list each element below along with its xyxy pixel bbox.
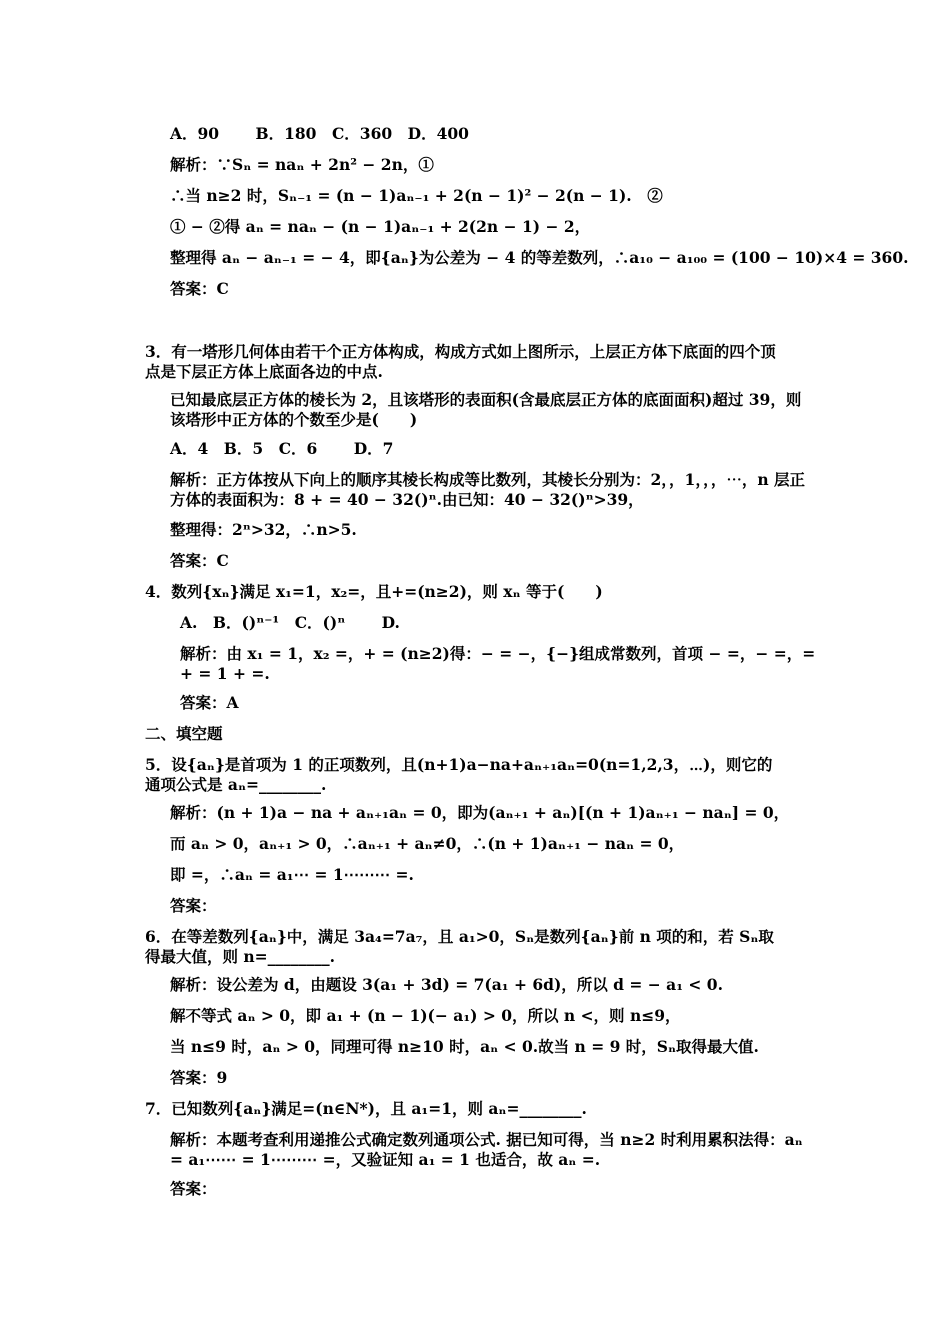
text-line: ① − ②得 aₙ = naₙ − (n − 1)aₙ₋₁ + 2(2n − 1) − 2， [170, 217, 591, 236]
text-line: 答案： [170, 1179, 217, 1198]
text-line: 6．在等差数列{aₙ}中，满足 3a₄=7a₇，且 a₁>0，Sₙ是数列{aₙ}前 n 项的和，若 Sₙ取得最大值，则 n=________. [145, 927, 774, 966]
text-line: 已知最底层正方体的棱长为 2，且该塔形的表面积(含最底层正方体的底面面积)超过 39，则该塔形中正方体的个数至少是( ) [170, 390, 802, 429]
text-line: 整理得：2ⁿ>32，∴n>5. [170, 520, 357, 539]
text-line: 4．数列{xₙ}满足 x₁=1，x₂=，且+=(n≥2)，则 xₙ 等于( ) [145, 582, 603, 601]
text-line: 解析：正方体按从下向上的顺序其棱长构成等比数列，其棱长分别为：2，，1，，，⋯，n 层正方体的表面积为：8 + = 40 − 32()ⁿ.由已知：40 − 32()ⁿ>39， [170, 470, 805, 509]
text-line: ∴当 n≥2 时，Sₙ₋₁ = (n − 1)aₙ₋₁ + 2(n − 1)² − 2(n − 1). ② [170, 186, 663, 205]
text-line: 解析：∵Sₙ = naₙ + 2n² − 2n，① [170, 155, 434, 174]
text-line: 答案：C [170, 551, 229, 570]
text-line: 答案：9 [170, 1068, 228, 1087]
text-line: 解不等式 aₙ > 0，即 a₁ + (n − 1)(− a₁) > 0，所以 n <，则 n≤9， [170, 1006, 681, 1025]
text-line: 解析：本题考查利用递推公式确定数列通项公式. 据已知可得，当 n≥2 时利用累积法得：aₙ = a₁⋯⋯ = 1⋯⋯⋯ =，又验证知 a₁ = 1 也适合，故 aₙ =. [170, 1130, 803, 1169]
text-line: 即 =，∴aₙ = a₁⋯ = 1⋯⋯⋯ =. [170, 865, 414, 884]
text-line: 3．有一塔形几何体由若干个正方体构成，构成方式如上图所示，上层正方体下底面的四个顶 点是下层正方体上底面各边的中点. [145, 342, 807, 381]
text-line: 解析：(n + 1)a − na + aₙ₊₁aₙ = 0，即为(aₙ₊₁ + aₙ)[(n + 1)aₙ₊₁ − naₙ] = 0， [170, 803, 790, 822]
text-line: 整理得 aₙ − aₙ₋₁ = − 4，即{aₙ}为公差为 − 4 的等差数列，∴a₁₀ − a₁₀₀ = (100 − 10)×4 = 360. [170, 248, 909, 267]
text-line: 解析：设公差为 d，由题设 3(a₁ + 3d) = 7(a₁ + 6d)，所以 d = − a₁ < 0. [170, 975, 723, 994]
text-line: 7．已知数列{aₙ}满足=(n∈N*)，且 a₁=1，则 aₙ=________. [145, 1099, 587, 1118]
text-line: 5．设{aₙ}是首项为 1 的正项数列，且(n+1)a−na+aₙ₊₁aₙ=0(n=1,2,3，⋯)，则它的通项公式是 aₙ=________. [145, 755, 773, 794]
text-line: 答案：C [170, 279, 229, 298]
text-line: 解析：由 x₁ = 1，x₂ =，+ = (n≥2)得：− = −，{−}组成常数列，首项 − =，− =，= + = 1 + =. [180, 644, 816, 683]
text-line: A．90 B．180 C．360 D．400 [170, 124, 469, 143]
text-line: 二、填空题 [145, 724, 223, 743]
text-line: A. B．()ⁿ⁻¹ C．()ⁿ D. [180, 613, 400, 632]
text-line: A．4 B．5 C．6 D．7 [170, 439, 394, 458]
text-line: 而 aₙ > 0，aₙ₊₁ > 0，∴aₙ₊₁ + aₙ≠0，∴(n + 1)aₙ₊₁ − naₙ = 0， [170, 834, 685, 853]
text-line: 答案：A [180, 693, 239, 712]
text-line: 答案： [170, 896, 217, 915]
text-line: 当 n≤9 时，aₙ > 0，同理可得 n≥10 时，aₙ < 0.故当 n = 9 时，Sₙ取得最大值. [170, 1037, 759, 1056]
